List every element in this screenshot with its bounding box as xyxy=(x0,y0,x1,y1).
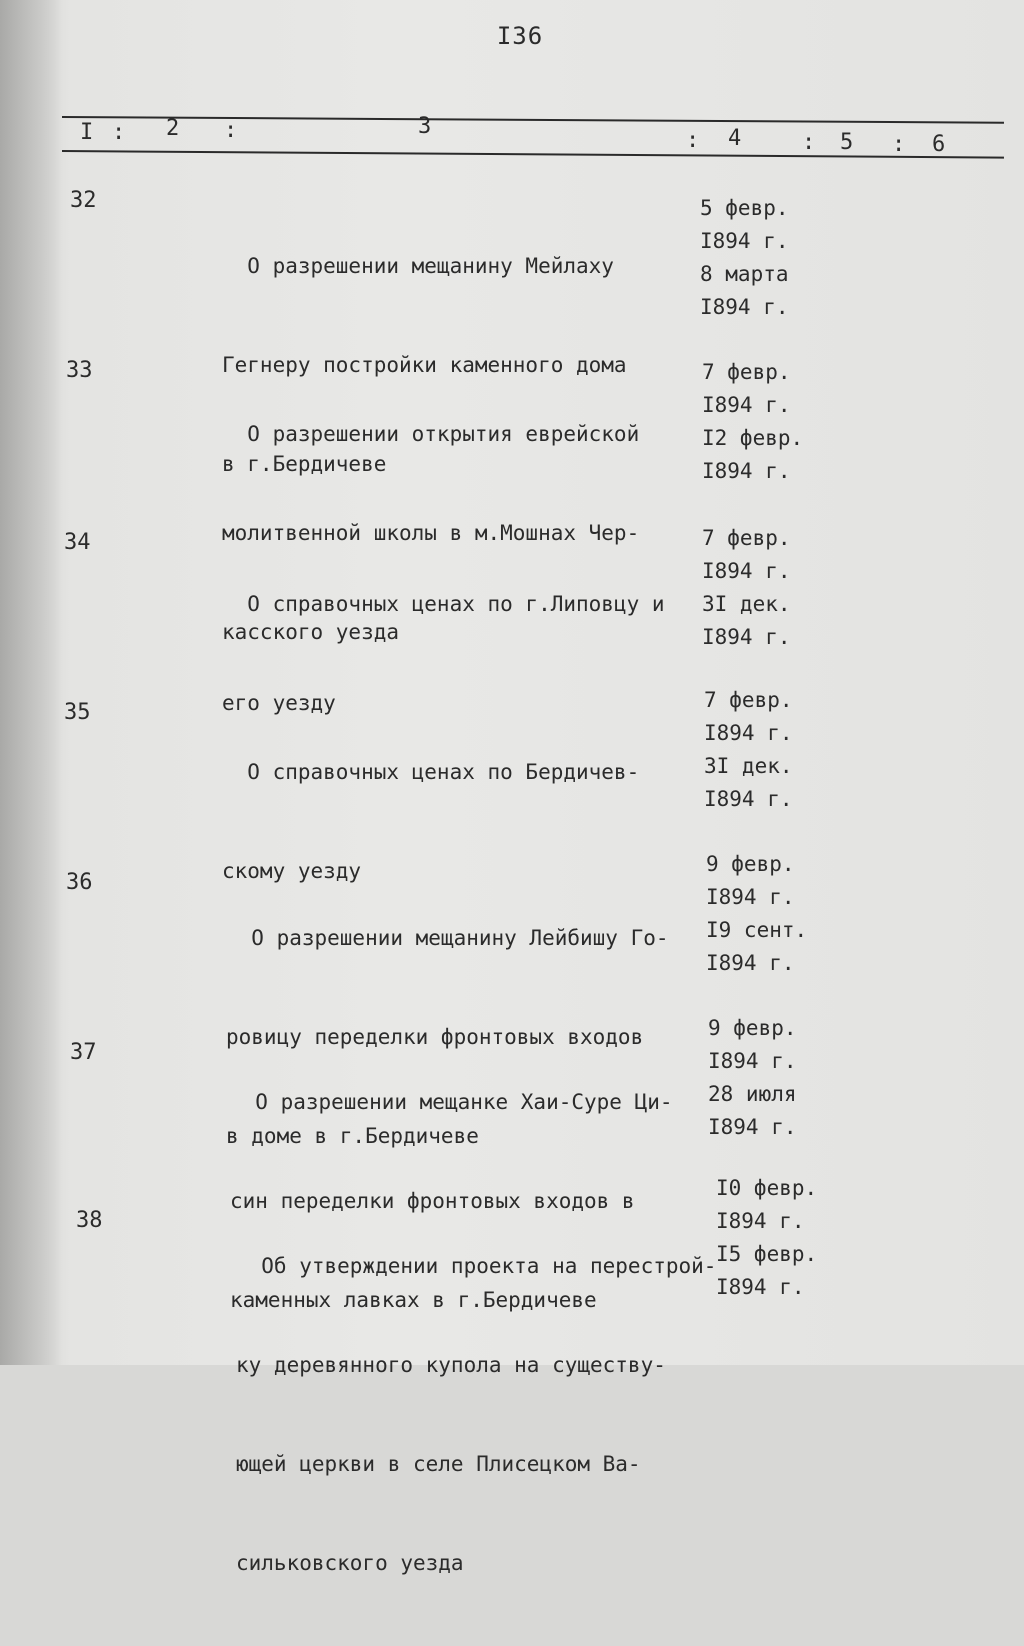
row-dates xyxy=(704,684,793,816)
date-line: 3I дек. xyxy=(702,592,791,616)
date-line: I894 г. xyxy=(704,721,793,745)
title-line: молитвенной школы в м.Мошнах Чер- xyxy=(222,521,640,545)
title-line: в г.Бердичеве xyxy=(222,452,387,476)
title-line: ку деревянного купола на существу- xyxy=(236,1353,666,1377)
title-line: ровицу переделки фронтовых входов xyxy=(226,1025,644,1049)
row-number: 37 xyxy=(70,1040,97,1065)
column-separator: : xyxy=(112,120,126,145)
column-header-5: 5 xyxy=(840,130,854,155)
row-dates xyxy=(700,192,789,324)
column-header-6: 6 xyxy=(932,132,946,157)
column-header-3: 3 xyxy=(418,114,432,139)
date-line: I894 г. xyxy=(702,393,791,417)
row-dates xyxy=(706,848,807,980)
title-line: О разрешении мещанину Мейлаху xyxy=(222,254,614,278)
title-line: ющей церкви в селе Плисецком Ва- xyxy=(236,1452,641,1476)
row-number: 35 xyxy=(64,700,91,725)
date-line: 3I дек. xyxy=(704,754,793,778)
header-rule-bottom xyxy=(62,150,1004,159)
row-title xyxy=(236,1184,716,1646)
date-line: I894 г. xyxy=(706,951,795,975)
column-separator: : xyxy=(802,130,816,155)
date-line: I894 г. xyxy=(716,1275,805,1299)
date-line: 28 июля xyxy=(708,1082,797,1106)
date-line: 9 февр. xyxy=(708,1016,797,1040)
row-dates xyxy=(702,356,803,488)
date-line: I5 февр. xyxy=(716,1242,818,1266)
date-line: I894 г. xyxy=(700,295,789,319)
date-line: I894 г. xyxy=(702,625,791,649)
title-line: каменных лавках в г.Бердичеве xyxy=(230,1288,597,1312)
row-number: 34 xyxy=(64,530,91,555)
date-line: 7 февр. xyxy=(702,360,791,384)
title-line: син переделки фронтовых входов в xyxy=(230,1189,635,1213)
title-line: в доме в г.Бердичеве xyxy=(226,1124,479,1148)
date-line: I894 г. xyxy=(706,885,795,909)
date-line: I894 г. xyxy=(702,559,791,583)
column-separator: : xyxy=(224,118,238,143)
header-rule-top xyxy=(62,116,1004,124)
date-line: I894 г. xyxy=(700,229,789,253)
row-number: 32 xyxy=(70,188,97,213)
date-line: I894 г. xyxy=(702,459,791,483)
title-line: скому уезду xyxy=(222,859,362,883)
date-line: I894 г. xyxy=(708,1115,797,1139)
column-separator: : xyxy=(686,128,700,153)
row-dates xyxy=(702,522,791,654)
date-line: 9 февр. xyxy=(706,852,795,876)
column-header-4: 4 xyxy=(728,126,742,151)
row-number: 36 xyxy=(66,870,93,895)
title-line: О справочных ценах по Бердичев- xyxy=(222,760,640,784)
column-header-2: 2 xyxy=(166,116,180,141)
row-dates xyxy=(708,1012,797,1144)
date-line: I2 февр. xyxy=(702,426,804,450)
date-line: I894 г. xyxy=(716,1209,805,1233)
title-line: О разрешении мещанке Хаи-Суре Ци- xyxy=(230,1090,673,1114)
date-line: I894 г. xyxy=(704,787,793,811)
title-line: Об утверждении проекта на перестрой- xyxy=(236,1254,717,1278)
column-separator: : xyxy=(892,132,906,157)
date-line: I0 февр. xyxy=(716,1176,818,1200)
date-line: 5 февр. xyxy=(700,196,789,220)
row-number: 38 xyxy=(76,1208,103,1233)
title-line: касского уезда xyxy=(222,620,400,644)
title-line: сильковского уезда xyxy=(236,1551,464,1575)
title-line: О разрешении мещанину Лейбишу Го- xyxy=(226,926,669,950)
book-spine-shadow xyxy=(0,0,62,1365)
date-line: 8 марта xyxy=(700,262,789,286)
date-line: 7 февр. xyxy=(702,526,791,550)
title-line: его уезду xyxy=(222,691,336,715)
title-line: О справочных ценах по г.Липовцу и xyxy=(222,592,665,616)
title-line: О разрешении открытия еврейской xyxy=(222,422,640,446)
title-line: Гегнеру постройки каменного дома xyxy=(222,353,627,377)
date-line: 7 февр. xyxy=(704,688,793,712)
date-line: I894 г. xyxy=(708,1049,797,1073)
row-dates xyxy=(716,1172,817,1304)
column-header-1: I xyxy=(80,120,94,145)
date-line: I9 сент. xyxy=(706,918,808,942)
row-number: 33 xyxy=(66,358,93,383)
page-number: I36 xyxy=(496,22,544,50)
